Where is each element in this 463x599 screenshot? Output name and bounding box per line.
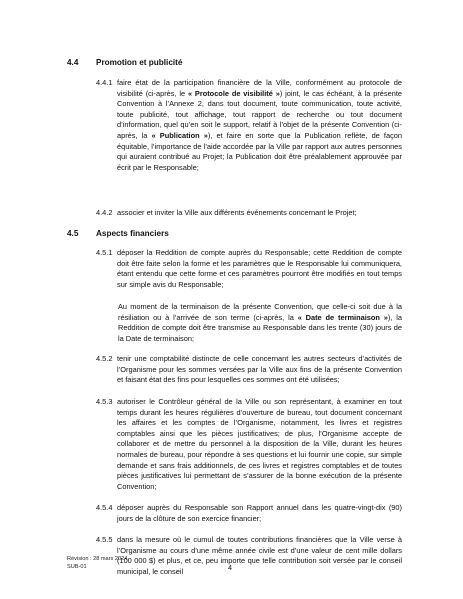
- section-number: 4.5: [67, 229, 79, 238]
- section-number: 4.4: [67, 58, 79, 67]
- list-item-4-5-2: [96, 354, 402, 386]
- item-text: dans la mesure où le cumul de toutes contributions financières que la Ville verse à l’Organisme au cours d’une même année civile est d’une valeur de cent mille dollars (100 000 $) et plus, et ce, peu importe que telle contribution soit versée par le conseil municipal, le conseil: [117, 535, 402, 576]
- section-title: Promotion et publicité: [96, 58, 183, 67]
- document-code: SUB-01: [67, 564, 87, 571]
- item-number: 4.5.4: [96, 503, 113, 512]
- section-heading-4-5: [67, 229, 169, 239]
- paragraph-date-terminaison: Au moment de la terminaison de la présente Convention, que celle-ci soit due à la résiliation ou à l’arrivée de son terme (ci-après, la « Date de terminaison »), la Reddition de compte doit être transmise au Responsable dans les trente (30) jours de la Date de terminaison;: [118, 302, 402, 343]
- item-number: 4.5.2: [96, 354, 113, 363]
- item-text: faire état de la participation financière de la Ville, conformément au protocole de visibilité (ci-après, le « Protocole de visibilité ») joint, le cas échéant, à la présente Convention à l’Annexe 2, dans tout document, toute communication, toute activité, toute publicité, tout affichage, tout rapport de recherche ou tout document d’information, quel qu’en soit le support, relatif à l’objet de la présente Convention (ci-après, la « Publication »), et faire en sorte que la Publication reflète, de façon équitable, l’importance de l’aide accordée par la Ville par rapport aux autres personnes qui auraient contribué au Projet; la Publication doit être préalablement approuvée par écrit par le Responsable;: [117, 78, 402, 172]
- item-text: autoriser le Contrôleur général de la Ville ou son représentant, à examiner en tout temps durant les heures régulières d’ouverture de bureau, tout document concernant les affaires et les comptes de l’Organisme, notamment, les livres et registres comptables ainsi que les pièces justificatives; de plus, l’Organisme accepte de collaborer et de mettre du personnel à la disposition de la Ville, durant les heures normales de bureau, pour répondre à ses questions et lui fournir une copie, sur simple demande et sans frais additionnels, de ces livres et registres comptables et de toutes pièces justificatives lui permettant de s’assurer de la bonne exécution de la présente Convention;: [117, 397, 402, 491]
- item-number: 4.5.1: [96, 248, 113, 257]
- section-title: Aspects financiers: [96, 229, 169, 238]
- list-item-4-4-1: [96, 78, 402, 173]
- list-item-4-4-2: [96, 208, 402, 219]
- page-number: 4: [228, 563, 232, 572]
- revision-date: Révision : 28 mars 2024: [67, 556, 128, 562]
- item-number: 4.5.5: [96, 535, 113, 544]
- list-item-4-5-1: [96, 248, 402, 290]
- item-number: 4.5.3: [96, 397, 113, 406]
- item-text: déposer la Reddition de compte auprès du Responsable; cette Reddition de compte doit être faite selon la forme et les paramètres que le Responsable lui communiquera, étant entendu que cette forme et ces paramètres pourront être modifiés en tout temps sur simple avis du Responsable;: [117, 248, 402, 289]
- page-footer: [67, 555, 127, 572]
- section-heading-4-4: [67, 58, 182, 68]
- item-text: déposer auprès du Responsable son Rapport annuel dans les quatre-vingt-dix (90) jours de la clôture de son exercice financier;: [117, 503, 402, 523]
- item-number: 4.4.2: [96, 208, 113, 217]
- item-number: 4.4.1: [96, 78, 113, 87]
- list-item-4-5-4: [96, 503, 402, 524]
- list-item-4-5-3: [96, 397, 402, 492]
- item-text: associer et inviter la Ville aux différents événements concernant le Projet;: [117, 208, 357, 217]
- item-text: tenir une comptabilité distincte de celle concernant les autres secteurs d’activités de l’Organisme pour les sommes versées par la Ville aux fins de la présente Convention et faisant état des fins pour lesquelles ces sommes ont été utilisées;: [117, 354, 402, 385]
- list-item-4-5-5: [96, 535, 402, 577]
